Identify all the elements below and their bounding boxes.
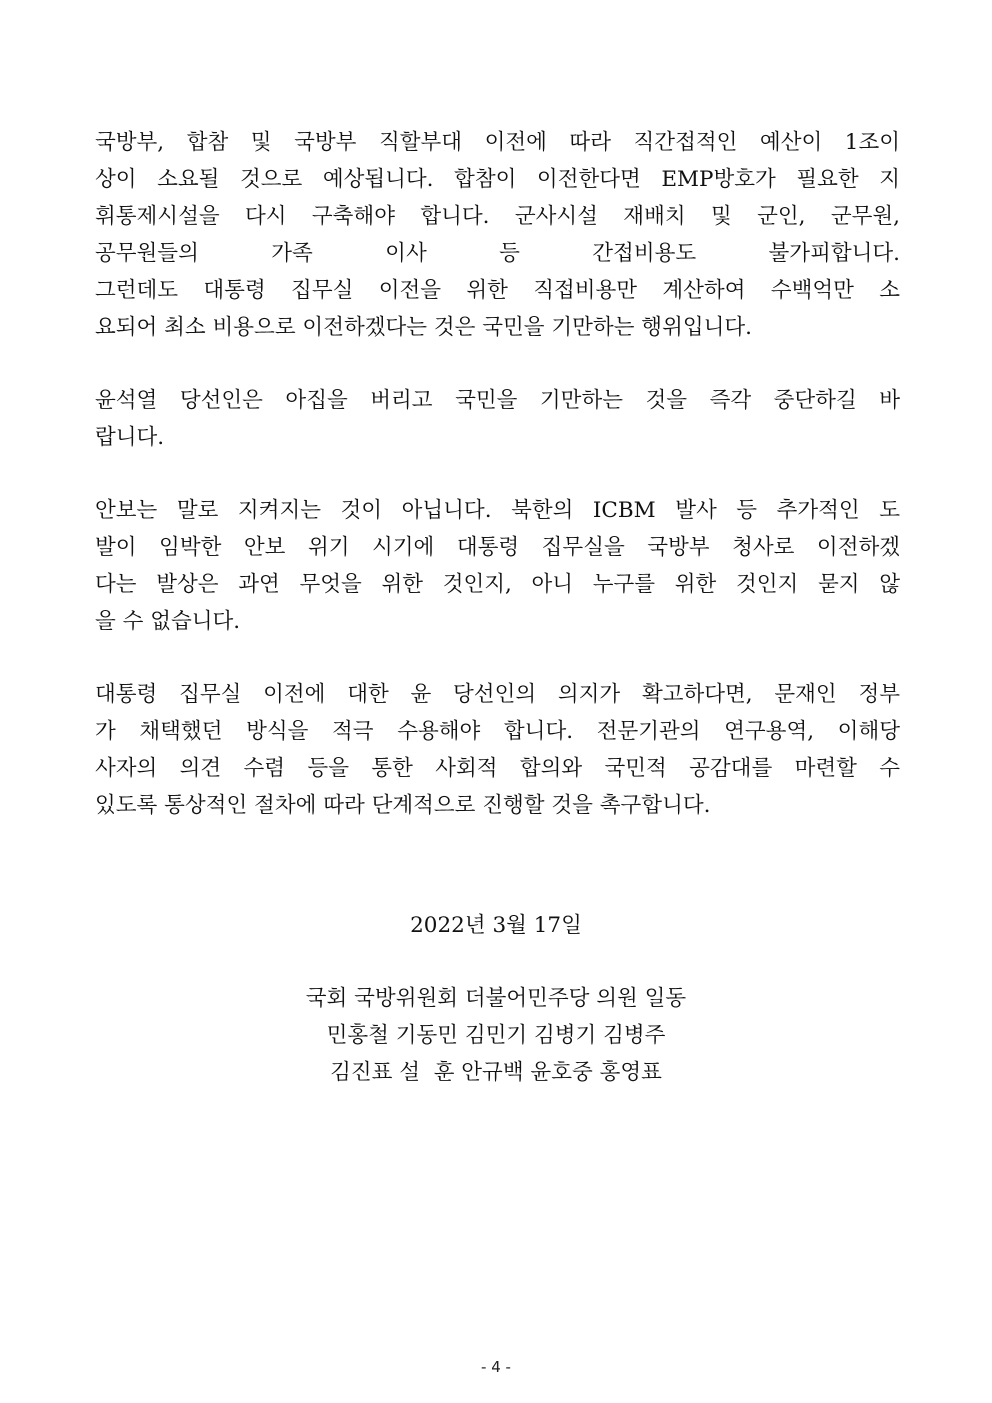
signature-members-line-1: 민홍철 기동민 김민기 김병기 김병주 [326, 1023, 666, 1048]
paragraph [95, 676, 900, 824]
statement-date: 2022년 3월 17일 [410, 913, 582, 938]
paragraph [95, 124, 900, 346]
paragraph-line: 휘통제시설을 다시 구축해야 합니다. 군사시설 재배치 및 군인, 군무원, [95, 204, 900, 229]
paragraph-line: 안보는 말로 지켜지는 것이 아닙니다. 북한의 ICBM 발사 등 추가적인 도 [95, 498, 900, 523]
paragraph [95, 492, 900, 640]
signature-organization: 국회 국방위원회 더불어민주당 의원 일동 [305, 986, 687, 1011]
statement-body [95, 124, 900, 860]
signature-block [0, 980, 992, 1091]
paragraph-line: 을 수 없습니다. [95, 609, 241, 634]
paragraph-line: 사자의 의견 수렴 등을 통한 사회적 합의와 국민적 공감대를 마련할 수 [95, 756, 900, 781]
paragraph-line: 요되어 최소 비용으로 이전하겠다는 것은 국민을 기만하는 행위입니다. [95, 315, 752, 340]
paragraph-line: 있도록 통상적인 절차에 따라 단계적으로 진행할 것을 촉구합니다. [95, 793, 711, 818]
paragraph-line: 대통령 집무실 이전에 대한 윤 당선인의 의지가 확고하다면, 문재인 정부 [95, 682, 900, 707]
paragraph-line: 랍니다. [95, 425, 165, 450]
paragraph-line: 국방부, 합참 및 국방부 직할부대 이전에 따라 직간접적인 예산이 1조이 [95, 130, 900, 155]
paragraph-line: 발이 임박한 안보 위기 시기에 대통령 집무실을 국방부 청사로 이전하겠 [95, 535, 900, 560]
paragraph-line: 공무원들의 가족 이사 등 간접비용도 불가피합니다. [95, 241, 900, 266]
signature-members-line-2: 김진표 설 훈 안규백 윤호중 홍영표 [330, 1060, 662, 1085]
page-number: - 4 - [481, 1358, 511, 1376]
paragraph [95, 382, 900, 456]
paragraph-line: 가 채택했던 방식을 적극 수용해야 합니다. 전문기관의 연구용역, 이해당 [95, 719, 900, 744]
paragraph-line: 다는 발상은 과연 무엇을 위한 것인지, 아니 누구를 위한 것인지 묻지 않 [95, 572, 900, 597]
paragraph-line: 그런데도 대통령 집무실 이전을 위한 직접비용만 계산하여 수백억만 소 [95, 278, 900, 303]
paragraph-line: 상이 소요될 것으로 예상됩니다. 합참이 이전한다면 EMP방호가 필요한 지 [95, 167, 900, 192]
paragraph-line: 윤석열 당선인은 아집을 버리고 국민을 기만하는 것을 즉각 중단하길 바 [95, 388, 900, 413]
